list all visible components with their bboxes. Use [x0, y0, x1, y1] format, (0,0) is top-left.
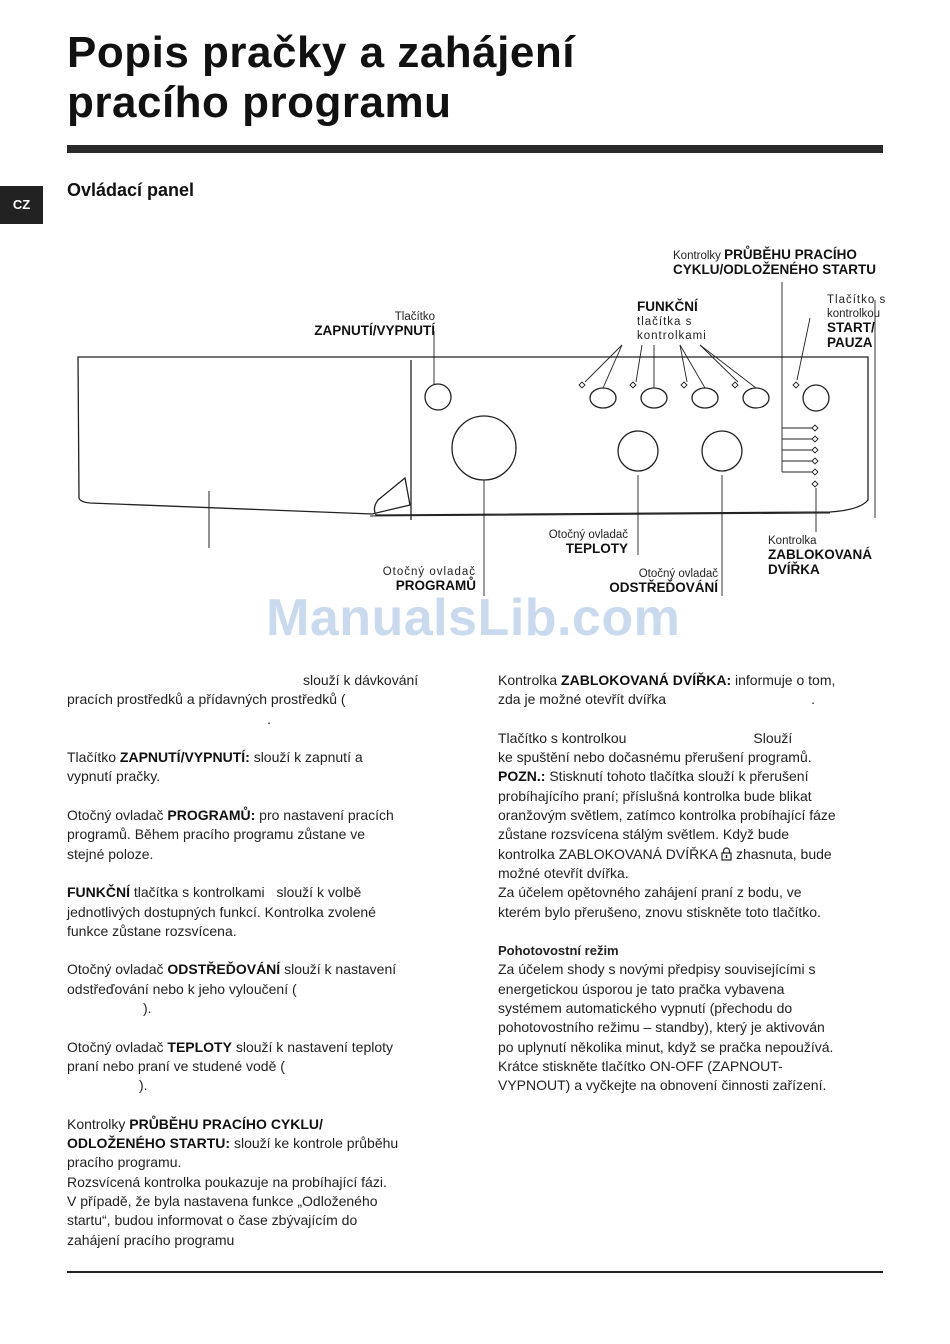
- r2-line8: možné otevřít dvířka.: [498, 864, 629, 881]
- label-door-lock-bold1: ZABLOKOVANÁ: [768, 547, 872, 562]
- p7-line4: Rozsvícená kontrolka poukazuje na probíhající fázi.: [67, 1173, 387, 1190]
- p6-pre: Otočný ovladač: [67, 1038, 164, 1055]
- label-spin-small: Otočný ovladač: [638, 568, 718, 580]
- label-temperature-small: Otočný ovladač: [548, 529, 628, 541]
- p6-line3: ).: [139, 1077, 148, 1094]
- spin-knob: [702, 431, 742, 471]
- paragraph-standby: [498, 941, 888, 1095]
- p5-line2: odstřeďování nebo k jeho vyloučení (: [67, 980, 297, 997]
- p4-bold: FUNKČNÍ: [67, 884, 130, 901]
- p6-bold: TEPLOTY: [167, 1038, 232, 1055]
- r2-bold: POZN.:: [498, 768, 546, 785]
- r2-line6: zůstane rozsvícena stálým světlem. Když bude: [498, 826, 790, 843]
- label-power-small: Tlačítko: [394, 311, 435, 323]
- r1-text: informuje o tom,: [735, 672, 836, 688]
- p4-line3: funkce zůstane rozsvícena.: [67, 922, 237, 939]
- r2-line5: oranžovým světlem, zatímco kontrolka probíhající fáze: [498, 807, 836, 824]
- label-power: [295, 310, 435, 339]
- progress-leds: [812, 425, 818, 487]
- paragraph-start-pause: [498, 729, 888, 922]
- r3-line4: pohotovostního režimu – standby), který je aktivován: [498, 1019, 825, 1036]
- label-start-bold2: PAUZA: [827, 335, 873, 350]
- start-pause-led: [793, 382, 799, 388]
- r1-line2-end: .: [811, 691, 815, 708]
- label-function-bold: FUNKČNÍ: [637, 299, 698, 314]
- r1-pre: Kontrolka: [498, 672, 558, 688]
- leader-progress: [782, 282, 812, 472]
- p7-bold2: ODLOŽENÉHO STARTU:: [67, 1135, 231, 1152]
- start-pause-button: [803, 385, 829, 411]
- p3-line3: stejné poloze.: [67, 845, 154, 862]
- p5-bold: ODSTŘEĎOVÁNÍ: [167, 961, 281, 978]
- p7-pre: Kontrolky: [67, 1115, 126, 1132]
- p2-bold: ZAPNUTÍ/VYPNUTÍ:: [119, 749, 250, 766]
- p7-bold1: PRŮBĚHU PRACÍHO CYKLU/: [129, 1115, 323, 1132]
- p5-line3: ).: [143, 1000, 152, 1017]
- title-line-2: pracího programu: [67, 78, 452, 127]
- leader-start: [797, 318, 810, 380]
- function-led-3: [681, 382, 687, 388]
- leader-functions: [585, 345, 756, 388]
- label-start-bold1: START/: [827, 320, 875, 335]
- p5-pre: Otočný ovladač: [67, 961, 164, 978]
- section-title: Ovládací panel: [67, 180, 195, 200]
- paragraph-temperature: [67, 1038, 457, 1096]
- p7-line5: V případě, že byla nastavena funkce „Odloženého: [67, 1193, 378, 1210]
- label-function-small1: tlačítka s: [637, 316, 693, 328]
- label-progress-small: Kontrolky: [673, 250, 721, 262]
- p6-line2: praní nebo praní ve studené vodě (: [67, 1057, 285, 1074]
- right-column: [498, 671, 888, 1096]
- label-temperature-bold: TEPLOTY: [565, 541, 628, 556]
- r2-line9: Za účelem opětovného zahájení praní z bodu, ve: [498, 884, 802, 901]
- function-buttons: [579, 382, 769, 408]
- label-function: [637, 300, 707, 343]
- p4-text: tlačítka s kontrolkami: [133, 884, 265, 901]
- label-power-bold: ZAPNUTÍ/VYPNUTÍ: [314, 323, 435, 338]
- p7-line3: pracího programu.: [67, 1154, 182, 1171]
- standby-heading: Pohotovostní režim: [498, 943, 619, 959]
- label-progress-bold1: PRŮBĚHU PRACÍHO: [724, 247, 857, 262]
- r3-line2: energetickou úsporou je tato pračka vybavena: [498, 980, 785, 997]
- temperature-knob: [618, 431, 658, 471]
- p5-text: slouží k nastavení: [284, 961, 397, 978]
- label-start-pause: [827, 293, 886, 351]
- r2-line7b: zhasnuta, bude: [735, 845, 832, 862]
- p3-text: pro nastavení pracích: [259, 807, 394, 824]
- r3-line6: Krátce stiskněte tlačítko ON-OFF (ZAPNOUT-: [498, 1057, 783, 1074]
- r2-text: Slouží: [753, 729, 793, 746]
- function-led-4: [732, 382, 738, 388]
- function-led-2: [630, 382, 636, 388]
- bottom-divider: [67, 1271, 883, 1273]
- r3-line7: VYPNOUT) a vyčkejte na obnovení činnosti zařízení.: [498, 1077, 827, 1094]
- paragraph-program: [67, 806, 457, 864]
- function-button-3: [692, 388, 718, 408]
- function-button-2: [641, 388, 667, 408]
- r2-line2: ke spuštění nebo dočasnému přerušení programů.: [498, 749, 812, 766]
- label-spin-bold: ODSTŘEĎOVÁNÍ: [609, 580, 718, 595]
- p7-text: slouží ke kontrole průběhu: [233, 1135, 399, 1152]
- paragraph-drawer: [67, 671, 457, 729]
- p4-text2: slouží k volbě: [276, 884, 362, 901]
- function-button-1: [590, 388, 616, 408]
- p2-line2: vypnutí pračky.: [67, 768, 161, 785]
- p1-text: slouží k dávkování: [303, 672, 419, 688]
- r2-line10: kterém bylo přerušeno, znovu stiskněte toto tlačítko.: [498, 903, 821, 920]
- label-start-small2: kontrolkou: [827, 308, 881, 320]
- lock-icon: [721, 847, 732, 861]
- r1-bold: ZABLOKOVANÁ DVÍŘKA:: [561, 672, 732, 688]
- r3-line1: Za účelem shody s novými předpisy souvisejícími s: [498, 961, 816, 978]
- p2-pre: Tlačítko: [67, 749, 117, 766]
- r2-line4: probíhajícího praní; příslušná kontrolka bude blikat: [498, 787, 812, 804]
- label-door-lock-small: Kontrolka: [768, 535, 817, 547]
- label-function-small2: kontrolkami: [637, 330, 707, 342]
- watermark: ManualsLib.com: [266, 589, 681, 647]
- paragraph-power: [67, 748, 457, 787]
- label-door-lock: [768, 534, 872, 578]
- r2-line7a: kontrolka ZABLOKOVANÁ DVÍŘKA: [498, 845, 718, 862]
- program-knob: [452, 416, 516, 480]
- title-line-1: Popis pračky a zahájení: [67, 28, 575, 77]
- p4-line2: jednotlivých dostupných funkcí. Kontrolka zvolené: [67, 903, 376, 920]
- label-program-bold: PROGRAMŮ: [395, 578, 476, 593]
- p1-line3: .: [267, 710, 271, 727]
- p3-line2: programů. Během pracího programu zůstane ve: [67, 826, 366, 843]
- label-program-small: Otočný ovladač: [382, 566, 476, 578]
- language-tab: CZ: [0, 186, 43, 224]
- p7-line6: startu“, budou informovat o čase zbývajícím do: [67, 1212, 358, 1229]
- label-start-small1: Tlačítko s: [827, 294, 887, 306]
- r3-line5: po uplynutí několika minut, když se pračka nepoužívá.: [498, 1038, 834, 1055]
- paragraph-spin: [67, 960, 457, 1018]
- function-led-1: [579, 382, 585, 388]
- paragraph-door-lock: [498, 671, 888, 710]
- label-progress-leds: [673, 248, 876, 278]
- r3-line3: systémem automatického vypnutí (přechodu do: [498, 1000, 793, 1017]
- label-door-lock-bold2: DVÍŘKA: [768, 562, 820, 577]
- p6-text: slouží k nastavení teploty: [235, 1038, 394, 1055]
- function-button-4: [743, 388, 769, 408]
- p3-bold: PROGRAMŮ:: [167, 807, 256, 824]
- r1-line2: zda je možné otevřít dvířka: [498, 691, 667, 708]
- r2-line3: Stisknutí tohoto tlačítka slouží k přerušení: [549, 768, 809, 785]
- p1-line2: pracích prostředků a přídavných prostředků (: [67, 691, 346, 708]
- paragraph-progress: [67, 1115, 457, 1250]
- label-progress-bold2: CYKLU/ODLOŽENÉHO STARTU: [673, 262, 876, 277]
- p3-pre: Otočný ovladač: [67, 807, 164, 824]
- power-button: [425, 384, 451, 410]
- paragraph-function: [67, 883, 457, 941]
- p7-line7: zahájení pracího programu: [67, 1231, 235, 1248]
- label-temperature: [528, 528, 628, 557]
- left-column: [67, 671, 457, 1269]
- r2-pre: Tlačítko s kontrolkou: [498, 729, 627, 746]
- p2-text: slouží k zapnutí a: [253, 749, 363, 766]
